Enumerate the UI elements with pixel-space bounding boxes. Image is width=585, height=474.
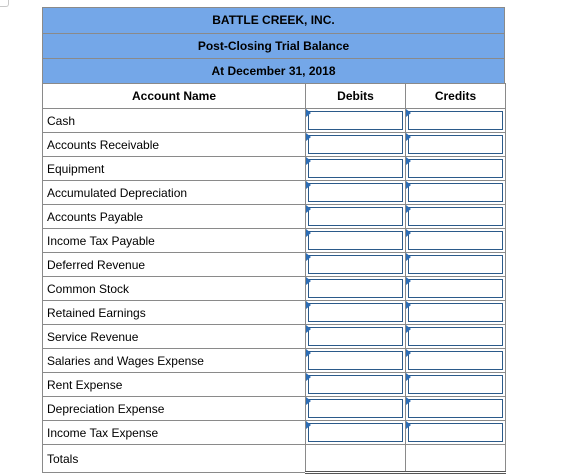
credit-cell: [406, 373, 506, 397]
credit-cell: [406, 421, 506, 445]
debit-cell: [306, 349, 406, 373]
dropdown-marker-icon[interactable]: [406, 349, 411, 357]
totals-label: Totals: [43, 445, 306, 473]
debit-input[interactable]: [308, 279, 403, 298]
table-row: [43, 205, 506, 229]
account-name: Common Stock: [43, 277, 306, 301]
debits-header: Debits: [306, 84, 406, 109]
account-name: Deferred Revenue: [43, 253, 306, 277]
credit-cell: [406, 349, 506, 373]
debit-cell: [306, 109, 406, 133]
account-name-header: Account Name: [43, 84, 306, 109]
debit-cell: [306, 277, 406, 301]
debit-cell: [306, 157, 406, 181]
dropdown-marker-icon[interactable]: [306, 229, 311, 237]
credit-cell: [406, 229, 506, 253]
debit-cell: [306, 325, 406, 349]
credit-cell: [406, 109, 506, 133]
debit-input[interactable]: [308, 183, 403, 202]
credit-cell: [406, 277, 506, 301]
account-rows: [43, 109, 506, 445]
account-name: Rent Expense: [43, 373, 306, 397]
credit-input[interactable]: [408, 135, 503, 154]
dropdown-marker-icon[interactable]: [406, 397, 411, 405]
account-name: Retained Earnings: [43, 301, 306, 325]
account-name: Salaries and Wages Expense: [43, 349, 306, 373]
company-name: BATTLE CREEK, INC.: [42, 7, 505, 33]
table-row: [43, 229, 506, 253]
debit-cell: [306, 133, 406, 157]
dropdown-marker-icon[interactable]: [306, 349, 311, 357]
table-row: [43, 373, 506, 397]
debit-cell: [306, 373, 406, 397]
credit-input[interactable]: [408, 279, 503, 298]
account-name: Depreciation Expense: [43, 397, 306, 421]
credits-total-cell: [406, 445, 506, 473]
dropdown-marker-icon[interactable]: [306, 205, 311, 213]
credit-input[interactable]: [408, 303, 503, 322]
credit-cell: [406, 157, 506, 181]
table-row: [43, 349, 506, 373]
dropdown-marker-icon[interactable]: [406, 325, 411, 333]
column-header-row: [43, 84, 506, 109]
dropdown-marker-icon[interactable]: [406, 181, 411, 189]
debit-cell: [306, 301, 406, 325]
debit-cell: [306, 253, 406, 277]
table-row: [43, 397, 506, 421]
table-row: [43, 277, 506, 301]
account-name: Service Revenue: [43, 325, 306, 349]
dropdown-marker-icon[interactable]: [406, 205, 411, 213]
table-row: [43, 421, 506, 445]
table-row: [43, 253, 506, 277]
trial-balance-table: [42, 83, 506, 474]
credit-cell: [406, 325, 506, 349]
credit-input[interactable]: [408, 375, 503, 394]
dropdown-marker-icon[interactable]: [406, 421, 411, 429]
dropdown-marker-icon[interactable]: [306, 109, 311, 117]
table-row: [43, 325, 506, 349]
debit-cell: [306, 397, 406, 421]
debit-cell: [306, 181, 406, 205]
dropdown-marker-icon[interactable]: [406, 277, 411, 285]
account-name: Income Tax Payable: [43, 229, 306, 253]
credit-input[interactable]: [408, 255, 503, 274]
credit-input[interactable]: [408, 399, 503, 418]
credit-cell: [406, 397, 506, 421]
debit-input[interactable]: [308, 423, 403, 442]
table-row: [43, 133, 506, 157]
debit-input[interactable]: [308, 111, 403, 130]
table-row: [43, 157, 506, 181]
debit-input[interactable]: [308, 375, 403, 394]
totals-row: [43, 445, 506, 473]
account-name: Accounts Receivable: [43, 133, 306, 157]
debit-input[interactable]: [308, 207, 403, 226]
dropdown-marker-icon[interactable]: [406, 133, 411, 141]
dropdown-marker-icon[interactable]: [306, 301, 311, 309]
dropdown-marker-icon[interactable]: [406, 229, 411, 237]
account-name: Cash: [43, 109, 306, 133]
credit-cell: [406, 253, 506, 277]
trial-balance-worksheet: [42, 7, 505, 474]
statement-title: Post-Closing Trial Balance: [42, 33, 505, 58]
credit-input[interactable]: [408, 207, 503, 226]
debit-input[interactable]: [308, 231, 403, 250]
table-row: [43, 301, 506, 325]
dropdown-marker-icon[interactable]: [306, 133, 311, 141]
dropdown-marker-icon[interactable]: [406, 373, 411, 381]
dropdown-marker-icon[interactable]: [306, 253, 311, 261]
credit-input[interactable]: [408, 111, 503, 130]
dropdown-marker-icon[interactable]: [306, 277, 311, 285]
table-row: [43, 181, 506, 205]
debit-input[interactable]: [308, 351, 403, 370]
credit-input[interactable]: [408, 159, 503, 178]
debit-cell: [306, 205, 406, 229]
dropdown-marker-icon[interactable]: [306, 421, 311, 429]
dropdown-marker-icon[interactable]: [406, 301, 411, 309]
credit-cell: [406, 205, 506, 229]
credit-input[interactable]: [408, 231, 503, 250]
credits-header: Credits: [406, 84, 506, 109]
debit-cell: [306, 421, 406, 445]
debit-input[interactable]: [308, 327, 403, 346]
credit-cell: [406, 301, 506, 325]
dropdown-marker-icon[interactable]: [406, 157, 411, 165]
debit-input[interactable]: [308, 303, 403, 322]
account-name: Accumulated Depreciation: [43, 181, 306, 205]
account-name: Income Tax Expense: [43, 421, 306, 445]
credit-input[interactable]: [408, 423, 503, 442]
debit-input[interactable]: [308, 255, 403, 274]
dropdown-marker-icon[interactable]: [306, 157, 311, 165]
account-name: Accounts Payable: [43, 205, 306, 229]
debit-input[interactable]: [308, 135, 403, 154]
dropdown-marker-icon[interactable]: [306, 397, 311, 405]
debit-input[interactable]: [308, 399, 403, 418]
dropdown-marker-icon[interactable]: [306, 181, 311, 189]
credit-cell: [406, 181, 506, 205]
credit-cell: [406, 133, 506, 157]
debit-input[interactable]: [308, 159, 403, 178]
dropdown-marker-icon[interactable]: [306, 325, 311, 333]
credit-input[interactable]: [408, 351, 503, 370]
dropdown-marker-icon[interactable]: [406, 253, 411, 261]
dropdown-marker-icon[interactable]: [406, 109, 411, 117]
corner-fragment: [0, 0, 9, 7]
credit-input[interactable]: [408, 327, 503, 346]
dropdown-marker-icon[interactable]: [306, 373, 311, 381]
account-name: Equipment: [43, 157, 306, 181]
debit-cell: [306, 229, 406, 253]
statement-date: At December 31, 2018: [42, 58, 505, 83]
credit-input[interactable]: [408, 183, 503, 202]
table-row: [43, 109, 506, 133]
debits-total-cell: [306, 445, 406, 473]
